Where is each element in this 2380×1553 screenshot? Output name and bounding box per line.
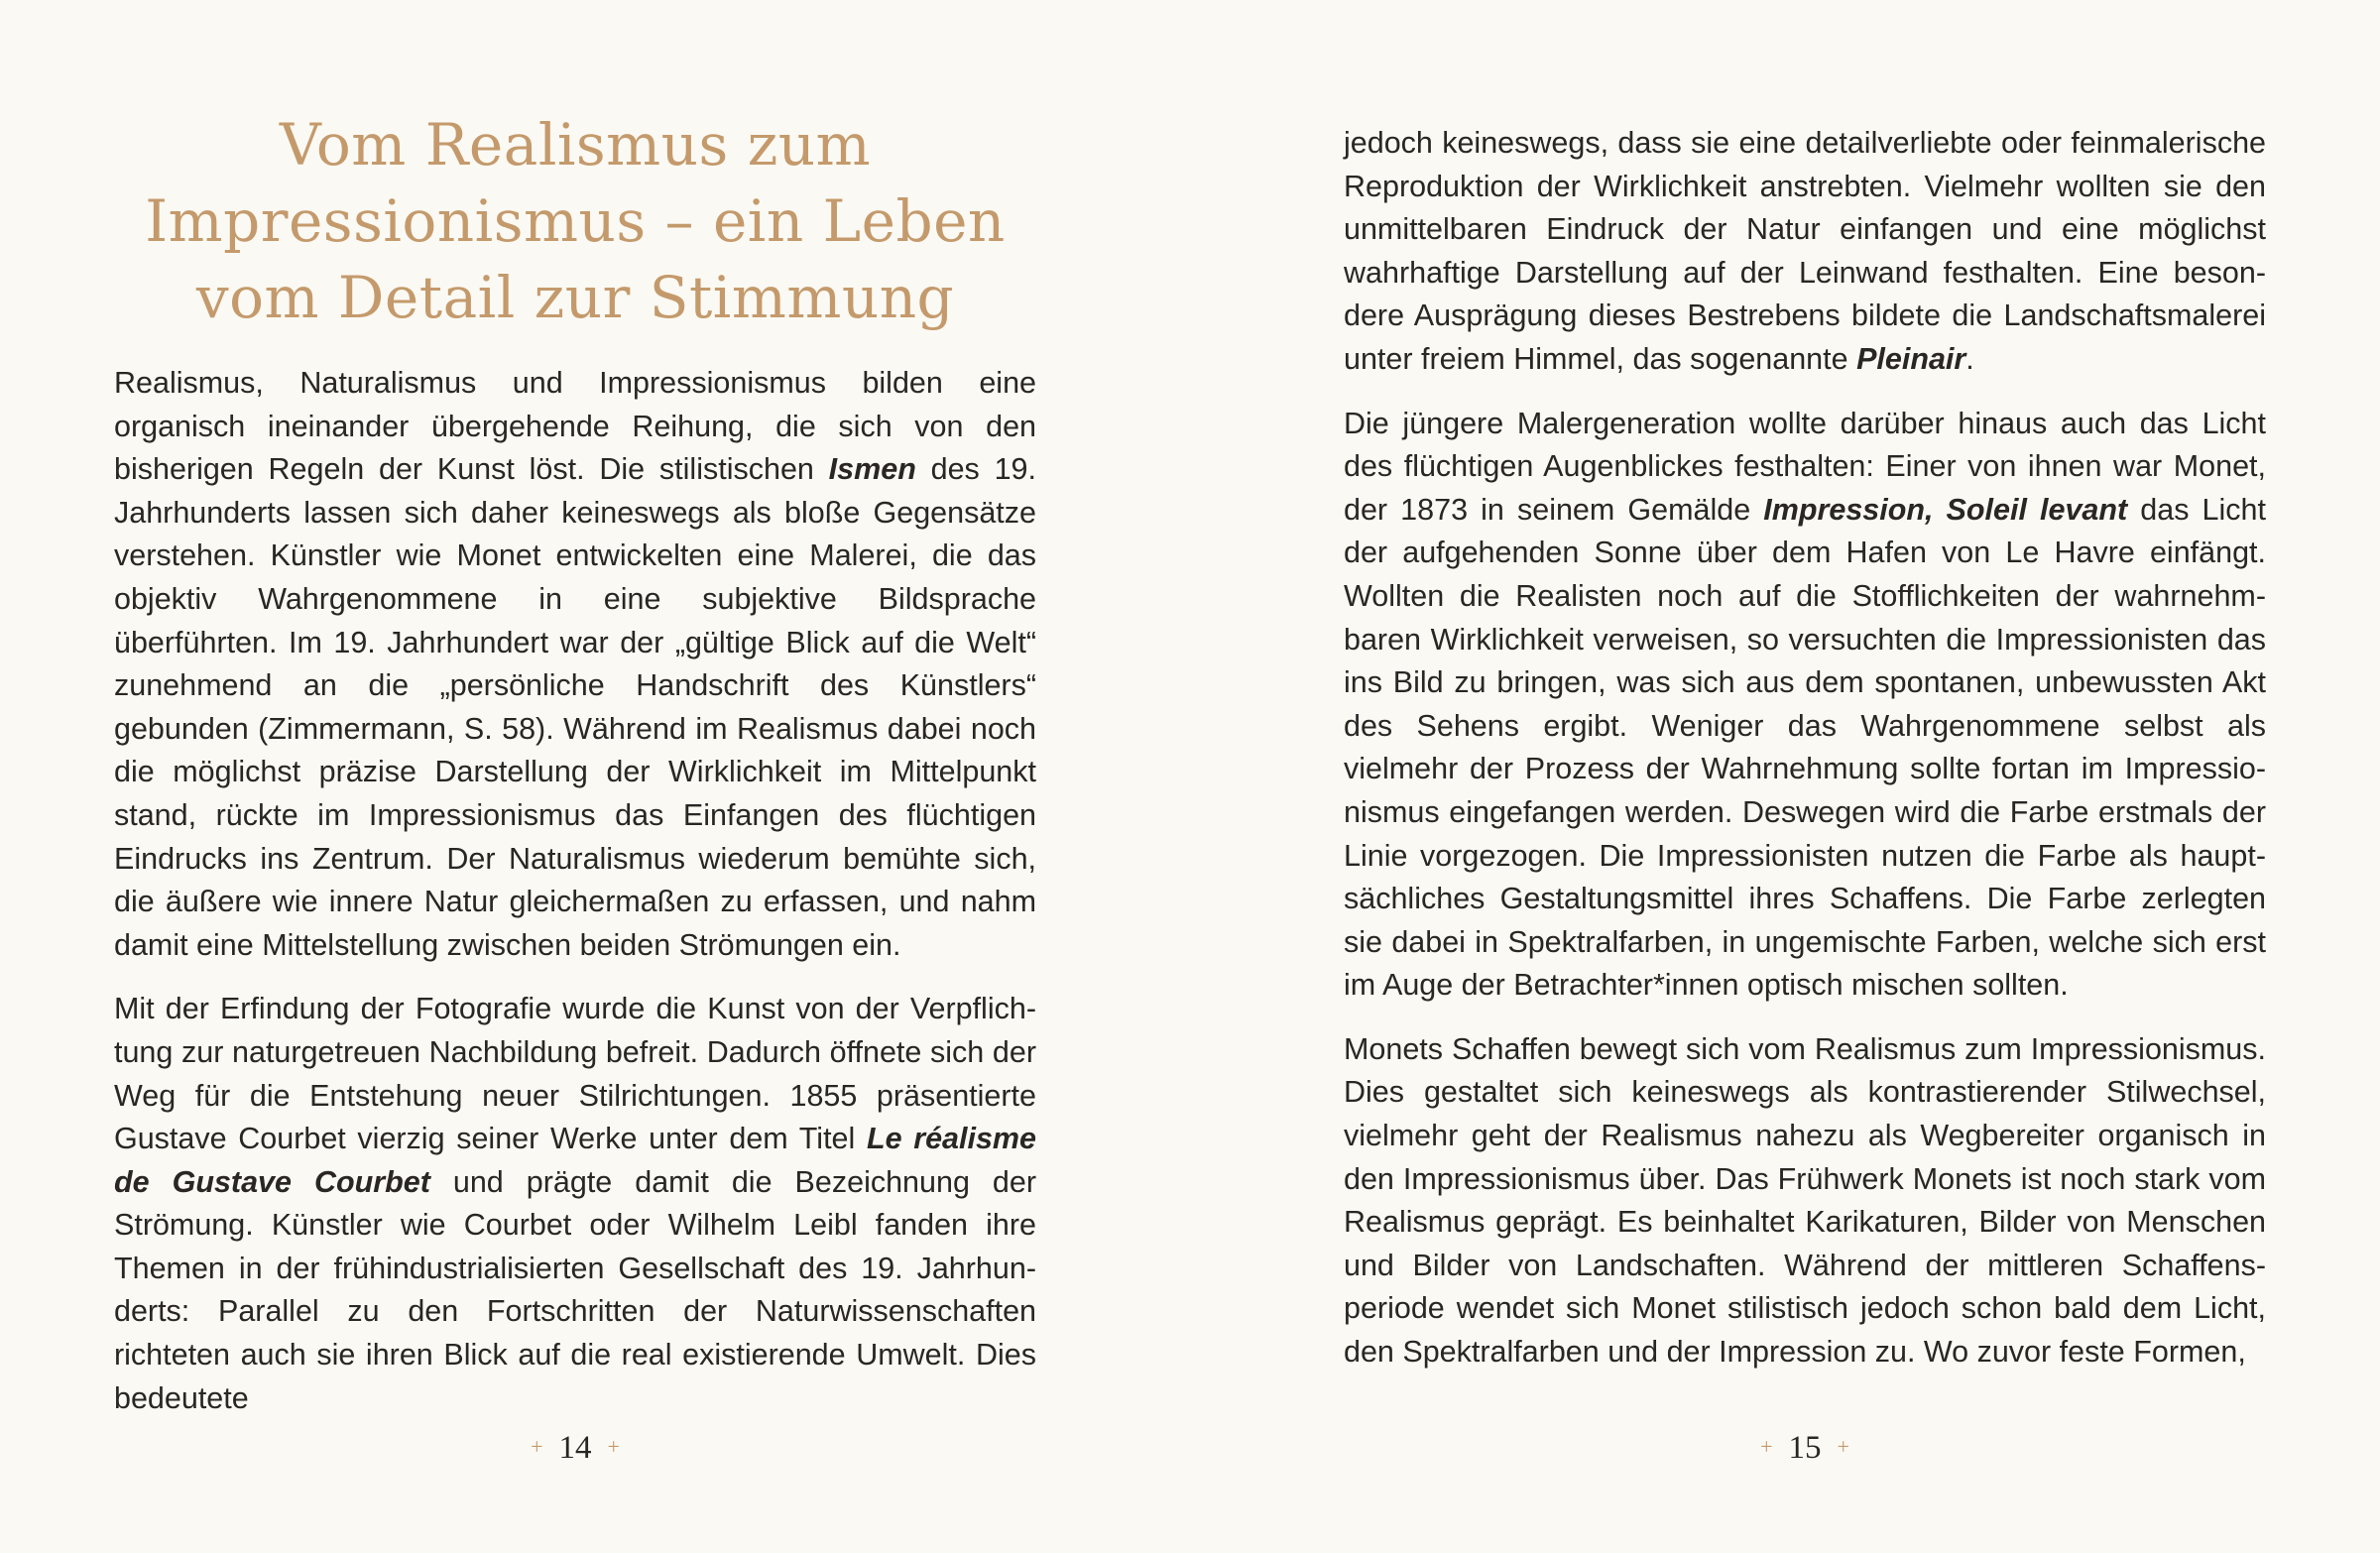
- paragraph: Realismus, Naturalismus und Impressionismus bilden eine organisch ineinander übergehende Reihung, die sich von den bisherigen Regeln der Kunst löst. Die stilistischen Ismen des 19. Jahrhunderts lassen sich daher keineswegs als bloße Gegensätze verstehen. Künstler wie Monet entwickelten eine Malerei, die das objektiv Wahrgenommene in eine subjektive Bildsprache überführten. Im 19. Jahrhundert war der „gültige Blick auf die Welt“ zunehmend an die „persönliche Handschrift des Künstlers“ gebunden (Zimmermann, S. 58). Während im Realismus dabei noch die möglichst präzise Darstellung der Wirklichkeit im Mittelpunkt stand, rückte im Impressionismus das Einfangen des flüchtigen Eindrucks ins Zentrum. Der Naturalismus wiederum bemühte sich, die äußere wie innere Natur gleichermaßen zu erfassen, und nahm damit eine Mittelstellung zwischen beiden Strömungen ein.: [114, 366, 1036, 962]
- ornament-icon: +: [607, 1434, 620, 1459]
- emphasis: Ismen: [828, 452, 916, 487]
- title-line: vom Detail zur Stimmung: [195, 264, 955, 331]
- page-number: 14: [558, 1430, 592, 1466]
- emphasis: Le réalisme de Gustave Courbet: [114, 1122, 1036, 1199]
- chapter-title: [114, 107, 1036, 336]
- paragraph: Mit der Erfindung der Fotografie wurde die Kunst von der Verpflichtung zur naturgetreuen Nachbildung befreit. Dadurch öffnete sich der Weg für die Entstehung neuer Stilrichtungen. 1855 präsentierte Gustave Courbet vierzig seiner Werke unter dem Titel Le réalisme de Gustave Courbet und prägte damit die Bezeichnung der Strömung. Künstler wie Courbet oder Wilhelm Leibl fanden ihre Themen in der frühindustrialisierten Gesellschaft des 19. Jahrhunderts: Parallel zu den Fortschritten der Naturwissenschaften richteten auch sie ihren Blick auf die real existierende Umwelt. Dies bedeutete: [114, 992, 1036, 1415]
- paragraph: jedoch keineswegs, dass sie eine detailverliebte oder feinmalerische Reproduktion der Wirklichkeit anstrebten. Vielmehr wollten sie den unmittelbaren Eindruck der Natur einfangen und eine möglichst wahrhaftige Darstellung auf der Leinwand festhalten. Eine besondere Ausprägung dieses Bestrebens bildete die Landschaftsmalerei unter freiem Himmel, das sogenannte Pleinair.: [1344, 126, 2266, 376]
- page-number: 15: [1788, 1430, 1822, 1466]
- title-line: Impressionismus – ein Leben: [145, 187, 1006, 255]
- right-body: [1344, 122, 2266, 1374]
- page-number-left: [114, 1430, 1036, 1467]
- paragraph: Monets Schaffen bewegt sich vom Realismus zum Impressionismus. Dies gestaltet sich keineswegs als kontrastierender Stilwechsel, vielmehr geht der Realismus nahezu als Wegbereiter organisch in den Impressionismus über. Das Frühwerk Monets ist noch stark vom Realismus geprägt. Es beinhaltet Karikaturen, Bilder von Menschen und Bilder von Landschaften. Während der mittleren Schaffensperiode wendet sich Monet stilistisch jedoch schon bald dem Licht, den Spektralfarben und der Impression zu. Wo zuvor feste Formen,: [1344, 1031, 2266, 1370]
- paragraph: Die jüngere Malergeneration wollte darüber hinaus auch das Licht des flüchtigen Augenblickes festhalten: Einer von ihnen war Monet, der 1873 in seinem Gemälde Impression, Soleil levant das Licht der aufgehenden Sonne über dem Hafen von Le Havre einfängt. Wollten die Realisten noch auf die Stofflichkeiten der wahrnehmbaren Wirklichkeit verweisen, so versuchten die Impressionisten das ins Bild zu bringen, was sich aus dem spontanen, unbewussten Akt des Sehens ergibt. Weniger das Wahrgenommene selbst als vielmehr der Prozess der Wahrnehmung sollte fortan im Impressionismus eingefangen werden. Deswegen wird die Farbe erstmals der Linie vorgezogen. Die Impressionisten nutzen die Farbe als hauptsächliches Gestaltungsmittel ihres Schaffens. Die Farbe zerlegten sie dabei in Spektralfarben, in ungemischte Farben, welche sich erst im Auge der Betrachter*innen optisch mischen sollten.: [1344, 406, 2266, 1003]
- page-number-right: [1344, 1430, 2266, 1467]
- emphasis: Impression, Soleil levant: [1763, 492, 2128, 527]
- right-page: [1344, 0, 2266, 1553]
- ornament-icon: +: [1760, 1434, 1773, 1459]
- ornament-icon: +: [1837, 1434, 1849, 1459]
- emphasis: Pleinair: [1856, 341, 1966, 376]
- title-line: Vom Realismus zum: [279, 111, 872, 179]
- left-body: [114, 362, 1036, 1420]
- left-page: [114, 0, 1036, 1553]
- ornament-icon: +: [531, 1434, 543, 1459]
